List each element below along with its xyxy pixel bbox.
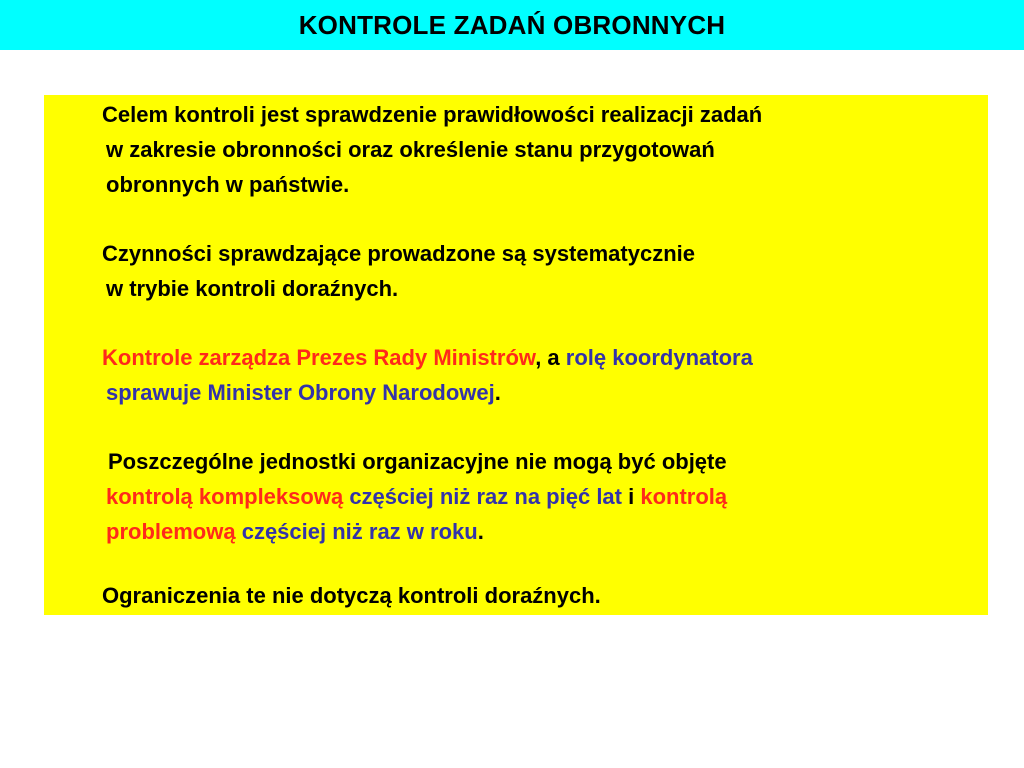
paragraph-line xyxy=(106,514,484,549)
emphasis-red: kontrolą xyxy=(640,484,728,509)
emphasis-blue: częściej niż raz w roku xyxy=(241,519,478,544)
emphasis-red: Kontrole zarządza Prezes Rady Ministrów xyxy=(102,345,536,370)
paragraph-line: w zakresie obronności oraz określenie stanu przygotowań xyxy=(106,137,715,162)
emphasis-blue: rolę koordynatora xyxy=(565,345,753,370)
slide-title: KONTROLE ZADAŃ OBRONNYCH xyxy=(298,9,726,40)
emphasis-blue: częściej niż raz na pięć lat xyxy=(349,484,622,509)
paragraph-line: obronnych w państwie. xyxy=(106,172,350,197)
paragraph-line xyxy=(106,375,501,410)
paragraph-line: Ograniczenia te nie dotyczą kontroli doraźnych. xyxy=(102,583,601,608)
paragraph-line: Czynności sprawdzające prowadzone są systematycznie xyxy=(102,241,696,266)
paragraph-line: w trybie kontroli doraźnych. xyxy=(106,276,399,301)
paragraph-line: Celem kontroli jest sprawdzenie prawidłowości realizacji zadań xyxy=(102,102,763,127)
plain-text: , a xyxy=(535,345,566,370)
emphasis-blue: sprawuje Minister Obrony Narodowej xyxy=(106,380,495,405)
emphasis-red: kontrolą kompleksową xyxy=(106,484,344,509)
plain-text: . xyxy=(477,519,484,544)
emphasis-red: problemową xyxy=(106,519,236,544)
paragraph-line xyxy=(102,340,753,375)
content-box xyxy=(44,95,988,615)
paragraph-line: Poszczególne jednostki organizacyjne nie mogą być objęte xyxy=(108,449,727,474)
paragraph-line xyxy=(106,479,727,514)
plain-text: . xyxy=(494,380,501,405)
title-bar xyxy=(0,0,1024,50)
plain-text: i xyxy=(622,484,641,509)
